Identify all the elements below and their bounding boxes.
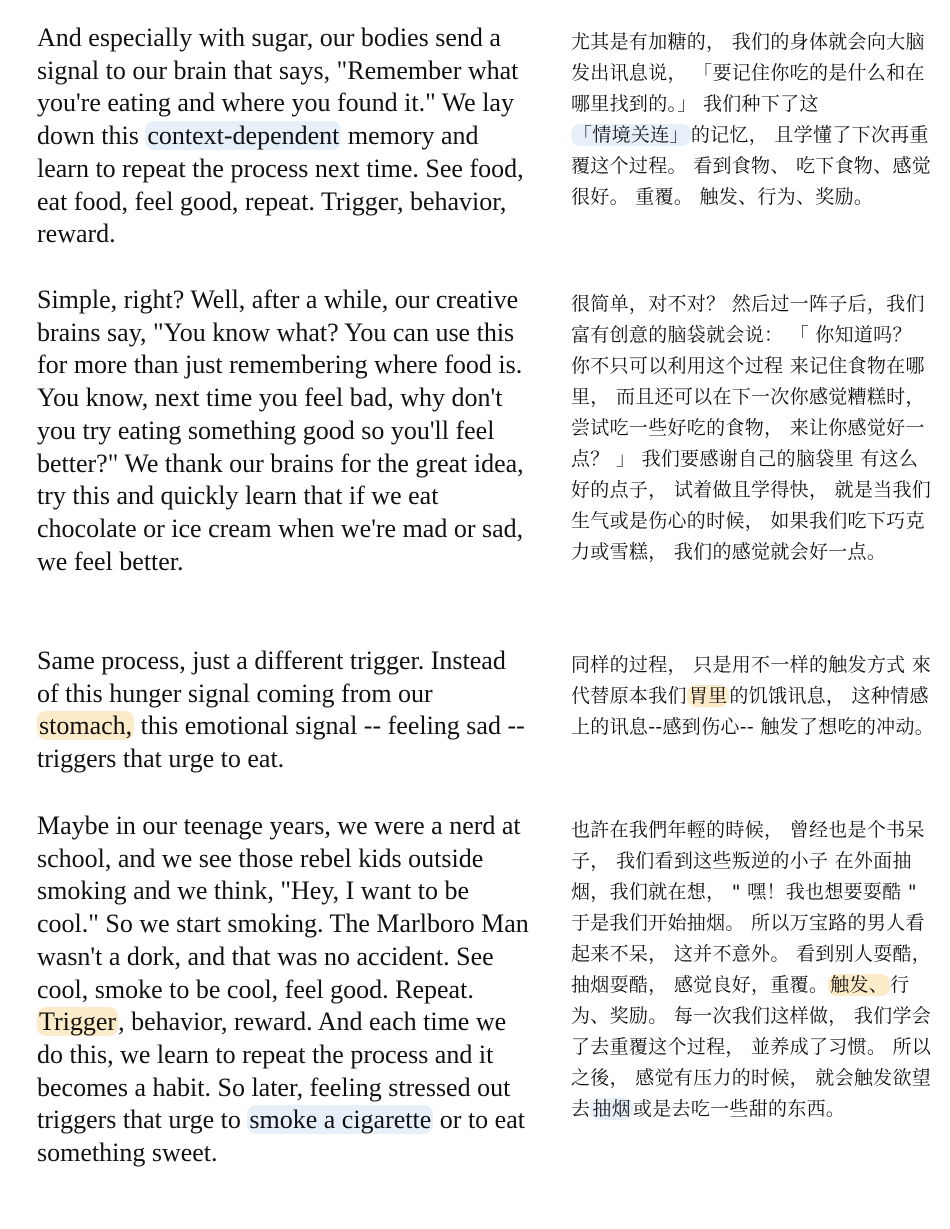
highlighted-phrase[interactable]: 胃里 [688,685,728,707]
english-paragraph-4 [37,810,532,1170]
english-text: memory and learn to repeat the process next time. See food, eat food, feel good, repeat. Trigger, behavior, reward. [37,121,524,249]
english-paragraph-1 [37,22,532,251]
chinese-text: 尤其是有加糖的， 我们的身体就会向大脑发出讯息说， 「要记住你吃的是什么和在哪里找到的。」 我们种下了这 [571,31,925,115]
chinese-paragraph-2 [571,289,936,568]
chinese-text: 同样的过程， 只是用不一样的触发方式 來代替原本我们 [571,654,932,707]
chinese-text: 行为、奖励。 每一次我们这样做， 我们学会了去重覆这个过程， 並养成了习惯。 所以之後， 感觉有压力的时候， 就会触发欲望去 [571,974,932,1120]
english-text: Simple, right? Well, after a while, our creative brains say, "You know what? You can use this for more than just remembering where food is. You know, next time you feel bad, why don't you try eating something good so you'll feel better?" We thank our brains for the great idea, try this and quickly learn that if we eat chocolate or ice cream when we're mad or sad, we feel better. [37,285,524,576]
english-paragraph-3 [37,645,532,776]
chinese-text: 很简单，对不对？ 然后过一阵子后，我们富有创意的脑袋就会说： 「 你知道吗？ 你不只可以利用这个过程 来记住食物在哪里， 而且还可以在下一次你感觉糟糕时， 尝试吃一些好吃的食物， 来让你感觉好一点？ 」 我们要感谢自己的脑袋里 有这么好的点子， 试着做且学得快， 就是当我们生气或是伤心的时候， 如果我们吃下巧克力或雪糕， 我们的感觉就会好一点。 [571,293,932,563]
english-text: this emotional signal -- feeling sad -- triggers that urge to eat. [37,711,525,774]
english-text: And especially with sugar, our bodies send a signal to our brain that says, "Remember what you're eating and where you found it." We lay down this [37,23,519,151]
highlighted-phrase[interactable]: 抽烟 [592,1098,631,1120]
english-text: Same process, just a different trigger. Instead of this hunger signal coming from our [37,646,506,708]
chinese-text: 的记忆， 且学懂了下次再重覆这个过程。 看到食物、 吃下食物、感觉很好。 重覆。 触发、行为、奖励。 [571,124,932,208]
highlighted-phrase[interactable]: 触发、 [830,974,889,996]
highlighted-phrase[interactable]: smoke a cigarette [249,1105,432,1135]
chinese-text: 的饥饿讯息， 这种情感上的讯息--感到伤心-- 触发了想吃的冲动。 [571,685,935,738]
highlighted-phrase[interactable]: 「情境关连」 [573,124,689,146]
chinese-paragraph-3 [571,650,936,743]
english-text: , behavior, reward. And each time we do this, we learn to repeat the process and it becomes a habit. So later, feeling stressed out triggers that urge to [37,1007,511,1135]
english-text: or to eat something sweet. [37,1105,525,1168]
chinese-paragraph-1 [571,27,936,213]
highlighted-phrase[interactable]: context-dependent [147,121,340,151]
chinese-paragraph-4 [571,815,936,1125]
highlighted-phrase[interactable]: stomach, [39,711,133,741]
highlighted-phrase[interactable]: Trigger [39,1007,117,1037]
english-text: Maybe in our teenage years, we were a nerd at school, and we see those rebel kids outside smoking and we think, "Hey, I want to be cool." So we start smoking. The Marlboro Man wasn't a dork, and that was no accident. See cool, smoke to be cool, feel good. Repeat. [37,811,529,1004]
chinese-text: 或是去吃一些甜的东西。 [632,1098,846,1120]
chinese-text: 也許在我們年輕的時候， 曾经也是个书呆子， 我们看到这些叛逆的小子 在外面抽烟，我们就在想， " 嘿！我也想要耍酷 " 于是我们开始抽烟。 所以万宝路的男人看起来不呆， 这并不意外。 看到别人耍酷， 抽烟耍酷， 感觉良好，重覆。 [571,819,932,996]
english-paragraph-2 [37,284,532,578]
